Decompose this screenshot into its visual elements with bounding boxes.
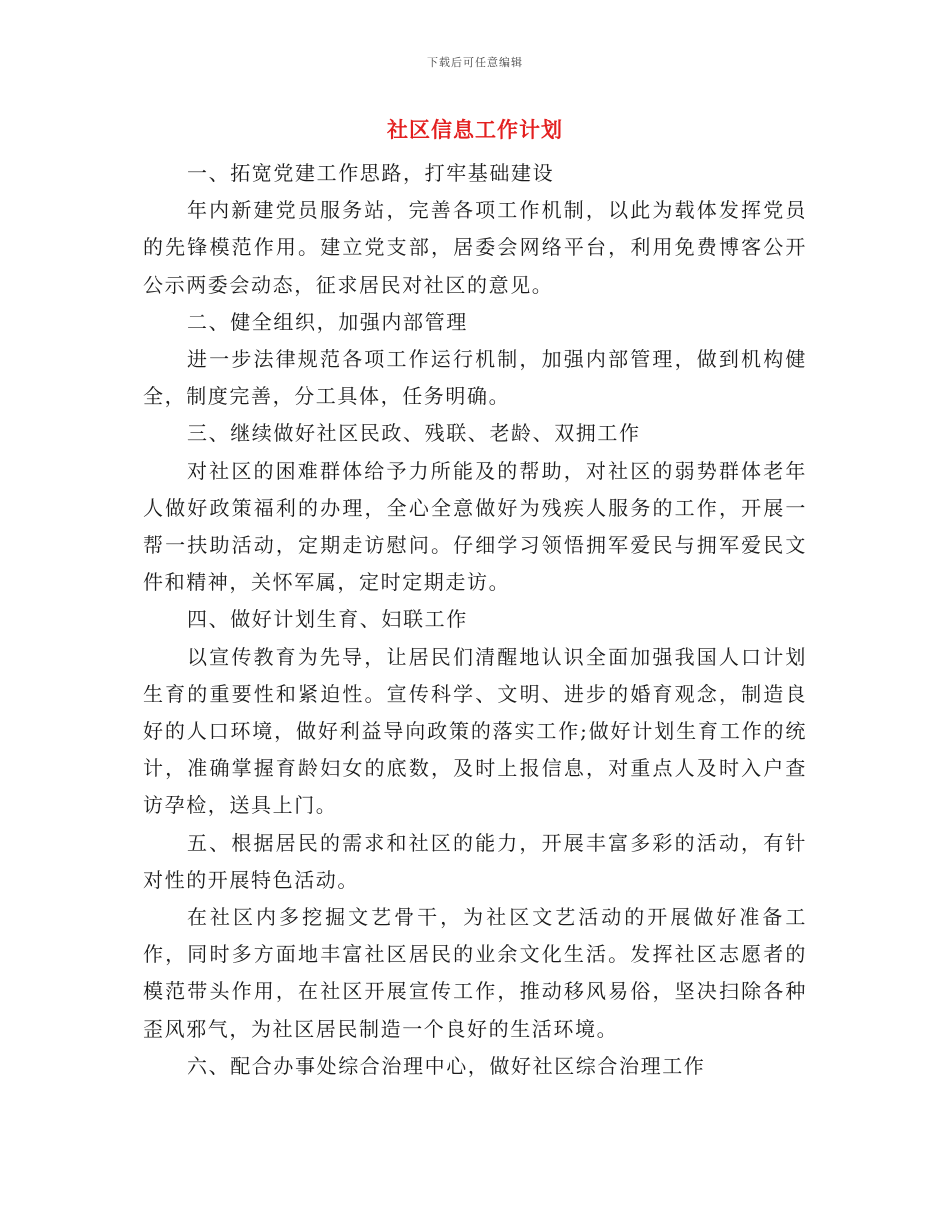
section-heading-2: 二、健全组织，加强内部管理	[187, 309, 468, 334]
paragraph: 在社区内多挖掘文艺骨干，为社区文艺活动的开展做好准备工作，同时多方面地丰富社区居民的业余文化生活。发挥社区志愿者的模范带头作用，在社区开展宣传工作，推动移风易俗，坚决扫除各种歪风邪气，为社区居民制造一个良好的生活环境。	[143, 905, 807, 1041]
section-heading-5: 五、根据居民的需求和社区的能力，开展丰富多彩的活动，有针对性的开展特色活动。	[143, 830, 807, 892]
header-note: 下载后可任意编辑	[427, 56, 523, 69]
paragraph: 对社区的困难群体给予力所能及的帮助，对社区的弱势群体老年人做好政策福利的办理，全心全意做好为残疾人服务的工作，开展一帮一扶助活动，定期走访慰问。仔细学习领悟拥军爱民与拥军爱民文件和精神，关怀军属，定时定期走访。	[143, 458, 807, 595]
section-heading-4: 四、做好计划生育、妇联工作	[187, 607, 468, 632]
section-heading-3: 三、继续做好社区民政、残联、老龄、双拥工作	[187, 421, 641, 446]
document-title: 社区信息工作计划	[387, 117, 563, 142]
section-heading-1: 一、拓宽党建工作思路，打牢基础建设	[187, 161, 555, 185]
paragraph: 进一步法律规范各项工作运行机制，加强内部管理，做到机构健全，制度完善，分工具体，任务明确。	[143, 347, 807, 409]
paragraph: 以宣传教育为先导，让居民们清醒地认识全面加强我国人口计划生育的重要性和紧迫性。宣传科学、文明、进步的婚育观念，制造良好的人口环境，做好利益导向政策的落实工作;做好计划生育工作的统计，准确掌握育龄妇女的底数，及时上报信息，对重点人及时入户查访孕检，送具上门。	[143, 644, 807, 818]
paragraph: 年内新建党员服务站，完善各项工作机制，以此为载体发挥党员的先锋模范作用。建立党支部，居委会网络平台，利用免费博客公开公示两委会动态，征求居民对社区的意见。	[143, 198, 807, 297]
section-heading-6: 六、配合办事处综合治理中心，做好社区综合治理工作	[187, 1053, 706, 1078]
document-body	[143, 155, 807, 1085]
